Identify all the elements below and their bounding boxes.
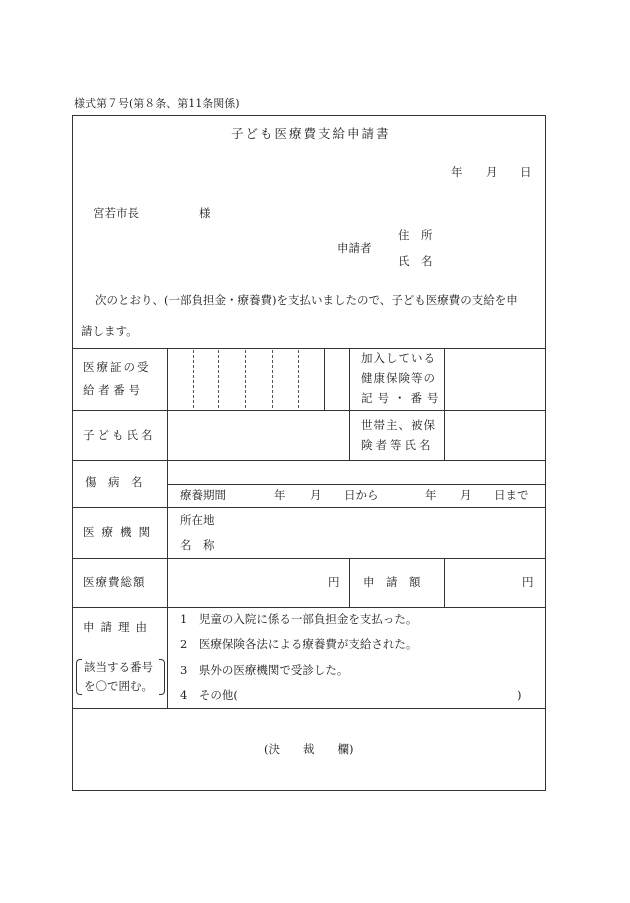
body-text-line1: 次のとおり、(一部負担金・療養費)を支払いましたので、子ども医療費の支給を申 [95, 293, 518, 307]
column-divider [349, 558, 350, 607]
row-divider [72, 558, 546, 559]
treatment-period-label: 療養期間 [180, 488, 226, 502]
requested-amount-label: 申 請 額 [363, 575, 421, 589]
column-divider [444, 558, 445, 607]
householder-label-2: 険者等氏名 [361, 438, 434, 452]
table-border [545, 115, 546, 791]
reason-note-line2: を〇で囲む。 [84, 679, 153, 693]
reason-option-2: 2 医療保険各法による療養費が支給された。 [180, 637, 418, 651]
applicant-address-label: 住 所 [398, 228, 433, 242]
row-divider [72, 607, 546, 608]
householder-label-1: 世帯主、被保 [361, 418, 436, 432]
treatment-to-day: 日まで [494, 488, 529, 502]
illness-label: 傷 病 名 [85, 475, 143, 489]
column-divider [167, 348, 168, 708]
treatment-to-year: 年 [425, 488, 437, 502]
applicant-label: 申請者 [337, 241, 372, 255]
column-divider [349, 348, 350, 460]
insurance-label-1: 加入している [361, 351, 436, 365]
institution-label: 医療機関 [83, 525, 157, 539]
requested-amount-unit: 円 [522, 575, 534, 589]
applicant-name-label: 氏 名 [398, 254, 433, 268]
decision-label: (決 裁 欄) [264, 742, 354, 756]
reason-option-1: 1 児童の入院に係る一部負担金を支払った。 [180, 612, 418, 626]
treatment-to-month: 月 [460, 488, 472, 502]
row-divider [72, 708, 546, 709]
date-year-label: 年 [451, 165, 463, 179]
total-cost-label: 医療費総額 [83, 575, 146, 589]
total-cost-unit: 円 [328, 575, 340, 589]
treatment-from-day: 日から [344, 488, 379, 502]
row-divider [72, 460, 546, 461]
reason-option-4: 4 その他( [180, 688, 238, 702]
reason-note-line1: 該当する番号 [84, 660, 153, 674]
treatment-from-year: 年 [274, 488, 286, 502]
addressee-mayor: 宮若市長 [93, 206, 139, 220]
table-border [72, 790, 546, 791]
insurance-label-3: 記号・番号 [361, 391, 444, 405]
insurance-label-2: 健康保険等の [361, 371, 436, 385]
note-bracket-right [159, 659, 165, 695]
form-number: 様式第７号(第８条、第11条関係) [74, 97, 240, 110]
row-divider [72, 410, 546, 411]
row-divider [167, 484, 546, 485]
date-month-label: 月 [486, 165, 498, 179]
digit-separator [298, 350, 299, 408]
digit-separator [218, 350, 219, 408]
row-divider [72, 348, 546, 349]
reason-option-3: 3 県外の医療機関で受診した。 [180, 663, 349, 677]
note-bracket-left [76, 659, 82, 695]
treatment-from-month: 月 [310, 488, 322, 502]
addressee-honorific: 様 [199, 206, 211, 220]
reason-option-4-close: ) [517, 688, 522, 702]
reason-label: 申請理由 [83, 620, 153, 634]
institution-name-label: 名 称 [180, 538, 215, 552]
digit-separator [193, 350, 194, 408]
recipient-number-label-1: 医療証の受 [83, 360, 151, 374]
form-title: 子ども医療費支給申請書 [231, 126, 391, 141]
recipient-number-label-2: 給 者 番 号 [83, 383, 140, 397]
column-divider [444, 348, 445, 460]
institution-location-label: 所在地 [180, 513, 215, 527]
body-text-line2: 請します。 [81, 324, 138, 338]
row-divider [72, 507, 546, 508]
digit-box-divider [324, 348, 325, 410]
table-border [72, 115, 73, 791]
child-name-label: 子ども氏名 [83, 428, 156, 442]
digit-separator [272, 350, 273, 408]
digit-separator [245, 350, 246, 408]
table-border [72, 115, 546, 116]
date-day-label: 日 [520, 165, 532, 179]
